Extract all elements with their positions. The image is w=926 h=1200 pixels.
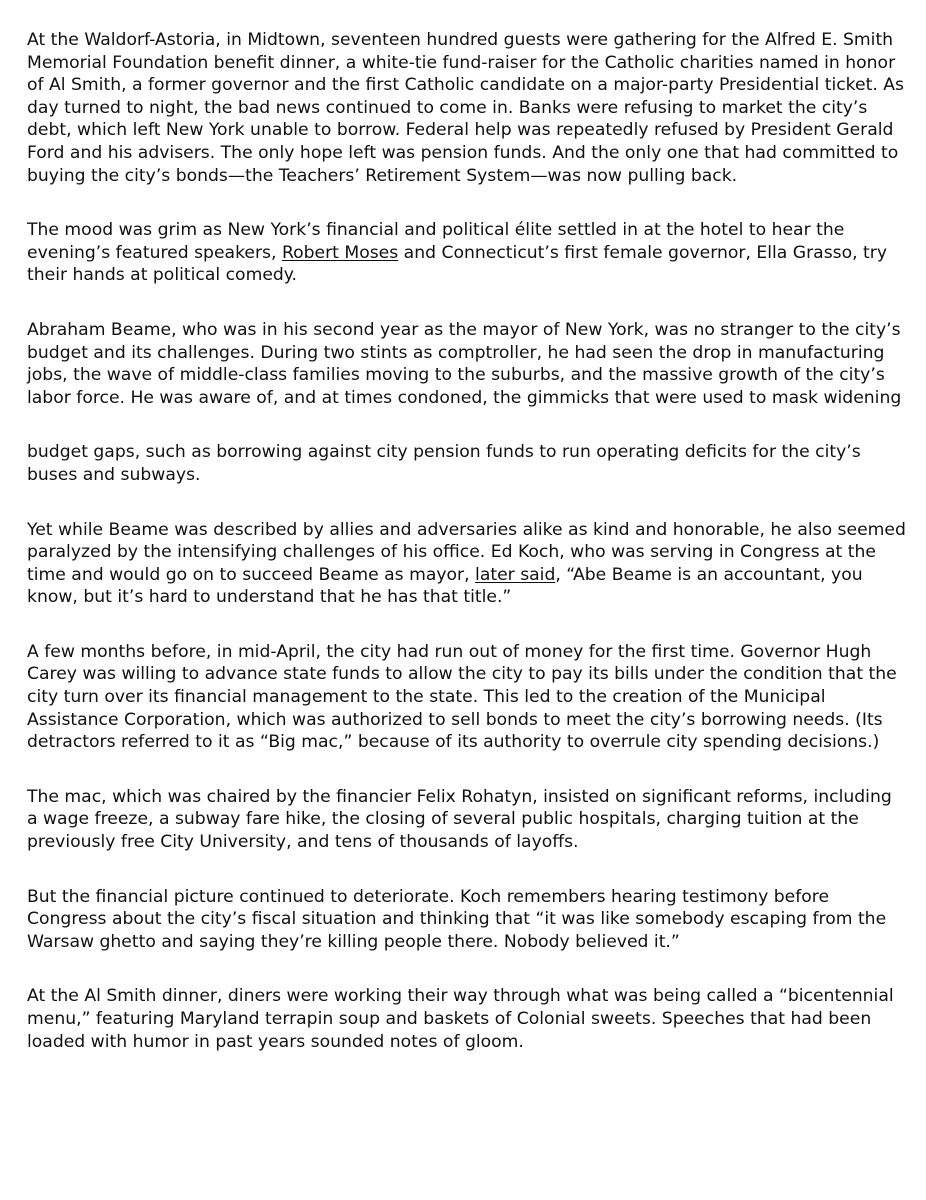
paragraph-text: , “Abe Beame is an accountant, you know, but it’s hard to understand that he has that title.” <box>27 564 863 608</box>
robert-moses-link[interactable]: Robert Moses <box>281 242 399 263</box>
paragraph-text: The mood was grim as New York’s financial and political élite settled in at the hotel to hear the evening’s featured speakers, <box>27 220 845 263</box>
paragraph-text: and Connecticut’s first female governor, Ella Grasso, try their hands at political comedy. <box>27 242 888 286</box>
paragraph-financial-picture: But the financial picture continued to deteriorate. Koch remembers hearing testimony before Congress about the city’s fiscal situation and thinking that “it was like somebody escaping from the Warsaw ghetto and saying they’re killing people there. Nobody believed it.” <box>27 886 887 952</box>
article-body <box>27 29 907 1085</box>
paragraph-mood-grim <box>27 219 907 287</box>
paragraph-koch-quote <box>27 519 907 609</box>
paragraph-mac-reforms: The mac, which was chaired by the financier Felix Rohatyn, insisted on significant reforms, including a wage freeze, a subway fare hike, the closing of several public hospitals, charging tuition at the previously free City University, and tens of thousands of layoffs. <box>27 786 892 853</box>
later-said-link[interactable]: later said <box>475 564 556 585</box>
paragraph-abraham-beame: Abraham Beame, who was in his second year as the mayor of New York, was no stranger to the city’s budget and its challenges. During two stints as comptroller, he had seen the drop in manufacturing jobs, the wave of middle-class families moving to the suburbs, and the massive growth of the city’s labor force. He was aware of, and at times condoned, the gimmicks that were used to mask widening <box>27 319 902 408</box>
paragraph-budget-gaps: budget gaps, such as borrowing against city pension funds to run operating deficits for the city’s buses and subways. <box>27 442 861 485</box>
paragraph-al-smith-dinner: At the Al Smith dinner, diners were working their way through what was being called a “bicentennial menu,” featuring Maryland terrapin soup and baskets of Colonial sweets. Speeches that had been loaded with humor in past years sounded notes of gloom. <box>27 986 894 1052</box>
paragraph-waldorf-dinner: At the Waldorf-Astoria, in Midtown, seventeen hundred guests were gathering for the Alfred E. Smith Memorial Foundation benefit dinner, a white-tie fund-raiser for the Catholic charities named in honor of Al Smith, a former governor and the first Catholic candidate on a major-party Presidential ticket. As day turned to night, the bad news continued to come in. Banks were refusing to market the city’s debt, which left New York unable to borrow. Federal help was repeatedly refused by President Gerald Ford and his advisers. The only hope left was pension funds. And the only one that had committed to buying the city’s bonds—the Teachers’ Retirement System—was now pulling back. <box>27 30 904 186</box>
paragraph-text: Yet while Beame was described by allies and adversaries alike as kind and honorable, he also seemed paralyzed by the intensifying challenges of his office. Ed Koch, who was serving in Congress at the time and would go on to succeed Beame as mayor, <box>27 519 906 585</box>
paragraph-mid-april: A few months before, in mid-April, the city had run out of money for the first time. Governor Hugh Carey was willing to advance state funds to allow the city to pay its bills under the condition that the city turn over its financial management to the state. This led to the creation of the Municipal Assistance Corporation, which was authorized to sell bonds to meet the city’s borrowing needs. (Its detractors referred to it as “Big mac,” because of its authority to overrule city spending decisions.) <box>27 641 897 753</box>
